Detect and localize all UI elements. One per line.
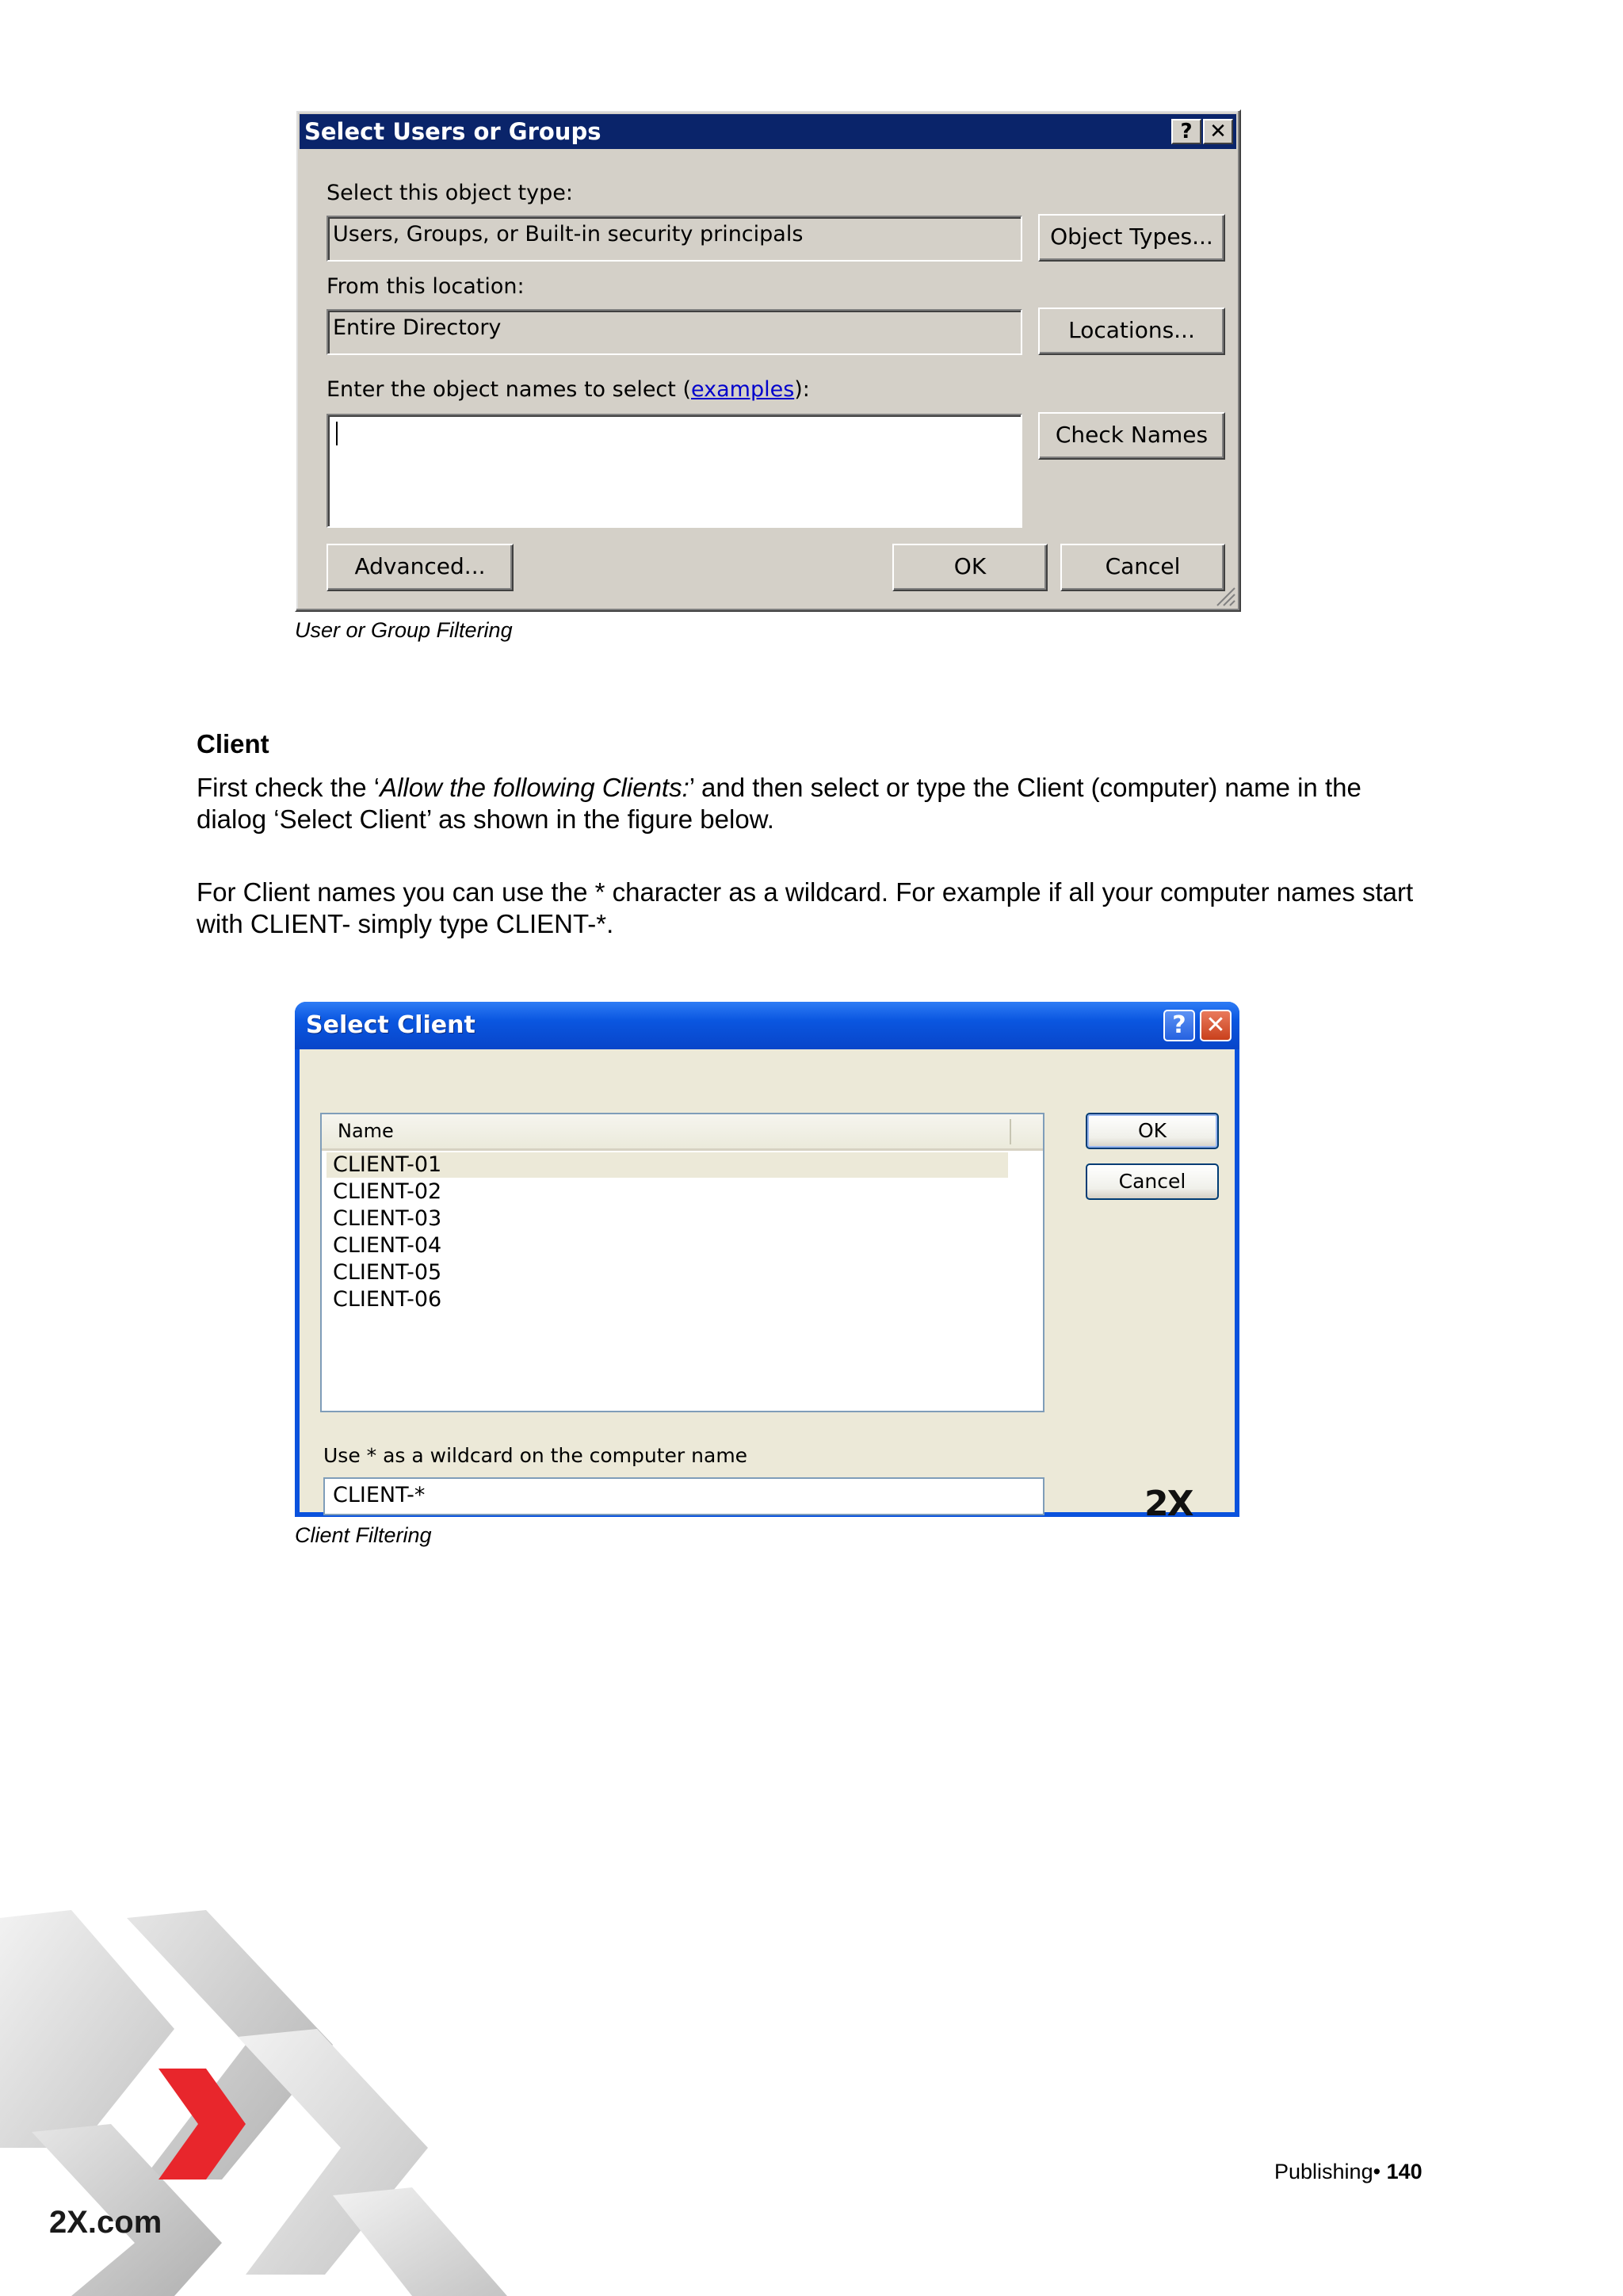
figure-caption-2: Client Filtering [295,1523,432,1547]
text-cursor [336,422,338,445]
dialog-body [300,1049,1235,1524]
footer-bullet: • [1373,2160,1381,2183]
help-icon[interactable]: ? [1163,1010,1195,1041]
close-icon[interactable]: ✕ [1200,1010,1232,1041]
paragraph-1-start: First check the ‘ [197,773,380,802]
list-item[interactable]: CLIENT-05 [333,1260,442,1285]
check-names-button[interactable]: Check Names [1038,412,1225,460]
dialog-titlebar [300,114,1236,149]
name-column-header[interactable] [322,1114,1043,1151]
dialog-title: Select Users or Groups [304,118,601,145]
help-button[interactable]: ? [1171,119,1201,144]
paragraph-2: For Client names you can use the * character as a wildcard. For example if all your computer names start with CLIENT- simply type CLIENT-*. [197,877,1414,938]
list-item[interactable]: CLIENT-01 [327,1152,1008,1178]
object-names-label [327,377,810,402]
object-names-input[interactable] [327,414,1022,528]
section-heading: Client [197,729,269,758]
column-separator [1010,1119,1011,1144]
cancel-button[interactable]: Cancel [1060,544,1225,591]
paragraph-1-emphasis: Allow the following Clients: [380,773,689,802]
name-column-label: Name [338,1120,394,1142]
object-names-label-prefix: Enter the object names to select ( [327,377,691,402]
examples-link[interactable]: examples [690,377,795,402]
object-type-field: Users, Groups, or Built-in security principals [327,216,1022,262]
ok-button[interactable]: OK [1086,1113,1219,1149]
paragraph-1 [197,772,1433,835]
footer-section: Publishing [1274,2160,1373,2183]
location-label: From this location: [327,274,525,299]
figure-caption-1: User or Group Filtering [295,618,513,642]
close-button[interactable]: ✕ [1203,119,1233,144]
list-item[interactable]: CLIENT-03 [333,1206,442,1231]
location-field: Entire Directory [327,309,1022,355]
object-names-label-suffix: ): [794,377,810,402]
dialog-titlebar [295,1002,1239,1049]
2x-logo [1144,1484,1193,1524]
list-item[interactable]: CLIENT-06 [333,1287,442,1312]
object-types-button[interactable]: Object Types... [1038,214,1225,262]
dialog-title: Select Client [306,1011,475,1039]
locations-button[interactable]: Locations... [1038,308,1225,355]
ok-button[interactable]: OK [892,544,1048,591]
wildcard-label: Use * as a wildcard on the computer name [323,1444,748,1467]
client-list[interactable] [320,1113,1044,1412]
select-client-dialog [295,1002,1239,1524]
wildcard-input[interactable]: CLIENT-* [323,1477,1044,1515]
select-users-or-groups-dialog [295,109,1241,612]
2x-logo-text: 2X [1144,1484,1193,1524]
cancel-button[interactable]: Cancel [1086,1163,1219,1200]
object-type-label: Select this object type: [327,181,573,205]
resize-grip-icon[interactable] [1212,583,1236,607]
page-number: 140 [1386,2160,1423,2183]
advanced-button[interactable]: Advanced... [327,544,514,591]
list-item[interactable]: CLIENT-04 [333,1233,442,1258]
brand-logo: 2X.com [49,2205,162,2240]
list-item[interactable]: CLIENT-02 [333,1179,442,1204]
paragraph-1-end: ’ and then select or type the Client (computer) name in the dialog ‘Select Client’ as shown in the figure below. [197,773,1361,834]
page-footer [1274,2160,1423,2184]
